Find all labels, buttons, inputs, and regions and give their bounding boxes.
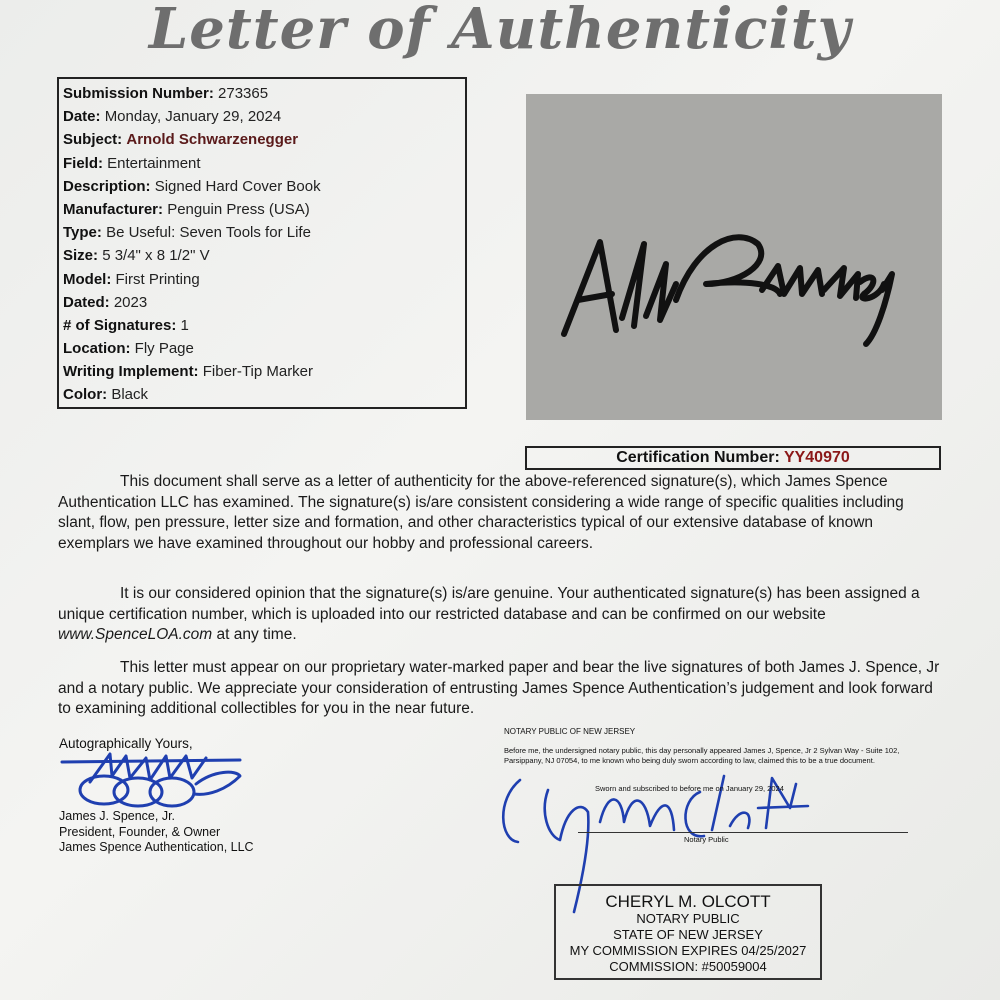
- detail-row: [63, 314, 461, 337]
- paragraph-examination: This document shall serve as a letter of authenticity for the above-referenced signature(s), which James Spence Authentication LLC has examined. The signature(s) is/are consistent considering a wide range of specific qualities including slant, flow, pen pressure, letter size and formation, and other characteristics typical of our extensive database of known exemplars we have examined throughout our hobby and professional careers.: [58, 473, 904, 552]
- detail-row: [63, 82, 461, 105]
- certification-label: Certification Number:: [616, 449, 780, 466]
- detail-key: Writing Implement:: [63, 363, 199, 381]
- detail-row: [63, 268, 461, 291]
- detail-value: Signed Hard Cover Book: [154, 177, 321, 195]
- detail-value: 5 3/4" x 8 1/2" V: [102, 247, 210, 265]
- certification-number-box: [525, 446, 941, 470]
- detail-row: [63, 105, 461, 128]
- paragraph-opinion-text: It is our considered opinion that the signature(s) is/are genuine. Your authenticated signature(s) has been assigned a unique certification number, which is uploaded into our restricted database and can be confirmed on our website: [58, 585, 920, 623]
- detail-value: Arnold Schwarzenegger: [126, 131, 299, 149]
- detail-key: Submission Number:: [63, 85, 214, 102]
- detail-row: [63, 360, 461, 383]
- signatory-company: James Spence Authentication, LLC: [59, 840, 254, 854]
- detail-row: [63, 221, 461, 244]
- paragraph-opinion-end: at any time.: [212, 626, 297, 643]
- detail-value: Entertainment: [107, 154, 201, 172]
- detail-value: 2023: [113, 293, 148, 311]
- detail-value: Fly Page: [134, 340, 194, 358]
- notary-stamp: [554, 884, 822, 980]
- submission-details-box: [57, 77, 467, 409]
- notary-signature-line: [578, 832, 908, 833]
- detail-row: [63, 152, 461, 175]
- detail-value: Be Useful: Seven Tools for Life: [106, 224, 311, 242]
- detail-key: Dated:: [63, 293, 110, 311]
- paragraph-watermark: This letter must appear on our proprietary water-marked paper and bear the live signatures of both James J. Spence, Jr and a notary public. We appreciate your consideration of entrusting James Spence Authentication’s judgement and look forward to examining additional collectibles for you in the near future.: [58, 659, 940, 717]
- signatory-name-block: [59, 809, 254, 856]
- detail-row: [63, 337, 461, 360]
- detail-value: 1: [180, 316, 189, 334]
- notary-public-label: Notary Public: [684, 835, 729, 844]
- detail-key: Color:: [63, 386, 108, 404]
- detail-value: Black: [111, 386, 149, 404]
- notary-sworn-date: Sworn and subscribed to before me on January 29, 2024: [595, 784, 784, 793]
- autograph-signature-image: [526, 94, 942, 420]
- signatory-name: James J. Spence, Jr.: [59, 809, 176, 823]
- signature-photo: [526, 94, 942, 420]
- notary-stamp-line2: STATE OF NEW JERSEY: [613, 927, 763, 942]
- detail-key: Description:: [63, 177, 151, 195]
- detail-key: Field:: [63, 154, 103, 172]
- detail-value: Fiber-Tip Marker: [202, 363, 314, 381]
- detail-value: First Printing: [115, 270, 200, 288]
- spence-signature: [62, 754, 240, 806]
- notary-stamp-line4: COMMISSION: #50059004: [609, 959, 767, 974]
- detail-row: [63, 244, 461, 267]
- detail-value: Monday, January 29, 2024: [104, 108, 282, 126]
- detail-row: [63, 383, 461, 406]
- signatory-role: President, Founder, & Owner: [59, 824, 221, 839]
- detail-key: Manufacturer:: [63, 200, 164, 218]
- detail-key: Type:: [63, 224, 102, 242]
- notary-stamp-name: CHERYL M. OLCOTT: [605, 892, 771, 911]
- detail-key: Location:: [63, 340, 131, 358]
- detail-value: Penguin Press (USA): [167, 200, 310, 218]
- notary-stamp-line1: NOTARY PUBLIC: [636, 911, 740, 926]
- detail-row: [63, 175, 461, 198]
- website-link[interactable]: www.SpenceLOA.com: [58, 626, 213, 643]
- detail-key: Subject:: [63, 131, 123, 149]
- notary-heading: NOTARY PUBLIC OF NEW JERSEY: [504, 727, 636, 736]
- detail-key: Size:: [63, 247, 99, 265]
- detail-row: [63, 128, 461, 151]
- letter-title: Letter of Authenticity: [148, 0, 852, 62]
- signatory-closing-block: [59, 736, 193, 752]
- detail-key: # of Signatures:: [63, 316, 177, 334]
- detail-row: [63, 198, 461, 221]
- paragraph-opinion: [58, 584, 943, 646]
- detail-value: 273365: [218, 85, 269, 102]
- detail-key: Model:: [63, 270, 112, 288]
- detail-key: Date:: [63, 108, 101, 126]
- detail-row: [63, 291, 461, 314]
- signatory-closing: Autographically Yours,: [59, 736, 193, 751]
- notary-stamp-line3: MY COMMISSION EXPIRES 04/25/2027: [569, 943, 807, 958]
- certification-number: YY40970: [783, 449, 850, 466]
- notary-statement: Before me, the undersigned notary public, this day personally appeared James J, Spence, Jr 2 Sylvan Way - Suite 102, Parsippany, NJ 07054, to me known who being duly sworn according to law, claimed this to be a true document.: [504, 746, 900, 765]
